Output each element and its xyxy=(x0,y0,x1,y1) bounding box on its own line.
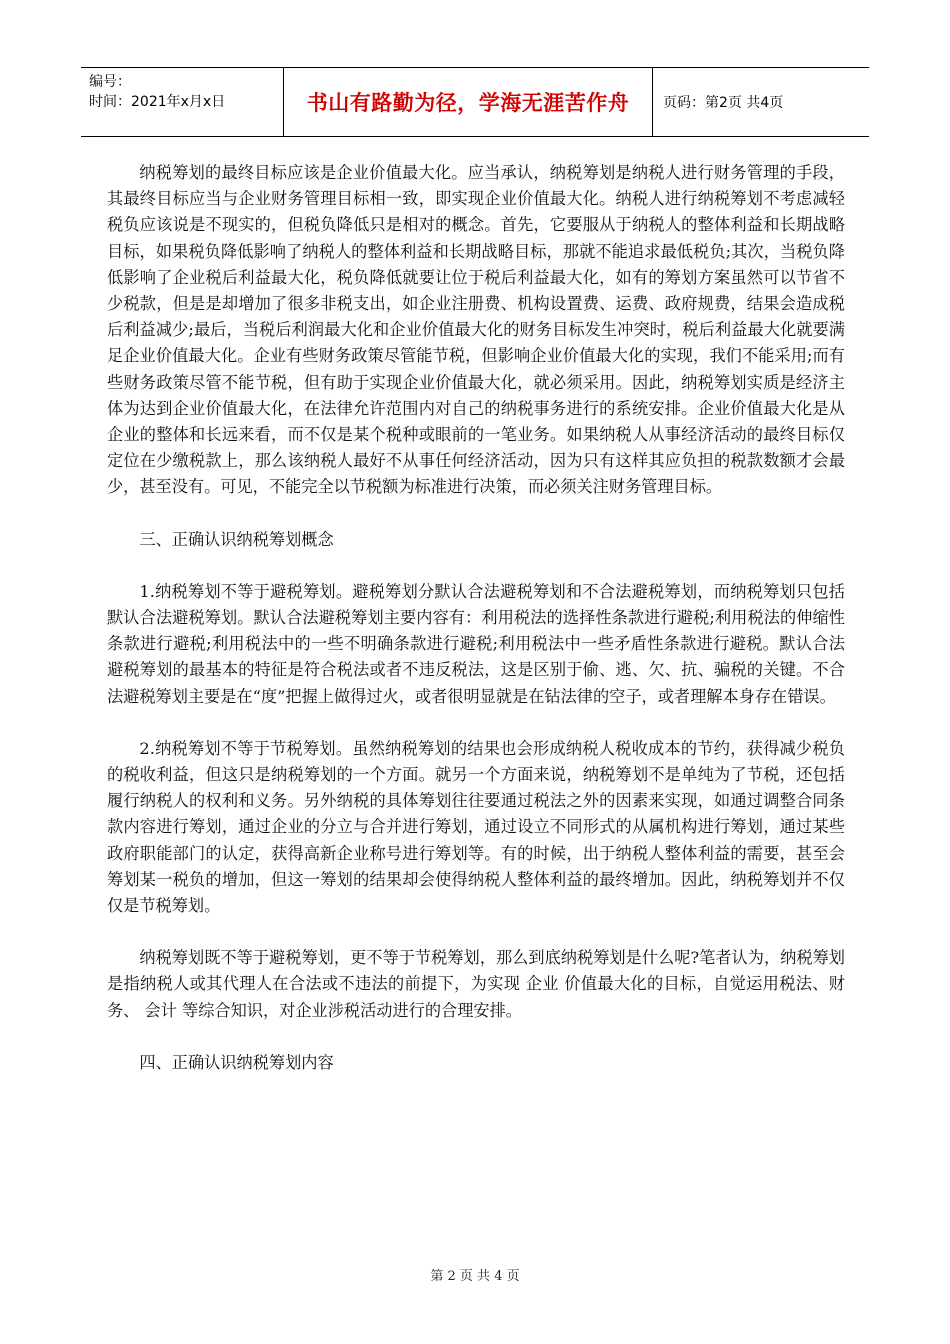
paragraph-enterprise-value: 纳税筹划的最终目标应该是企业价值最大化。应当承认，纳税筹划是纳税人进行财务管理的手段，其最终目标应当与企业财务管理目标相一致，即实现企业价值最大化。纳税人进行纳税筹划不考虑减轻税负应该说是不现实的，但税负降低只是相对的概念。首先，它要服从于纳税人的整体利益和长期战略目标，如果税负降低影响了纳税人的整体利益和长期战略目标，那就不能追求最低税负;其次，当税负降低影响了企业税后利益最大化，税负降低就要让位于税后利益最大化，如有的筹划方案虽然可以节省不少税款，但是是却增加了很多非税支出，如企业注册费、机构设置费、运费、政府规费，结果会造成税后利益减少;最后，当税后利润最大化和企业价值最大化的财务目标发生冲突时，税后利益最大化就要满足企业价值最大化。企业有些财务政策尽管能节税，但影响企业价值最大化的实现，我们不能采用;而有些财务政策尽管不能节税，但有助于实现企业价值最大化，就必须采用。因此，纳税筹划实质是经济主体为达到企业价值最大化，在法律允许范围内对自己的纳税事务进行的系统安排。企业价值最大化是从企业的整体和长远来看，而不仅是某个税种或眼前的一笔业务。如果纳税人从事经济活动的最终目标仅定位在少缴税款上，那么该纳税人最好不从事任何经济活动，因为只有这样其应负担的税款数额才会最少，甚至没有。可见，不能完全以节税额为标准进行决策，而必须关注财务管理目标。 xyxy=(107,163,845,497)
page-header xyxy=(81,67,869,137)
document-body xyxy=(107,160,845,1102)
section-heading-4: 四、正确认识纳税筹划内容 xyxy=(139,1052,334,1072)
document-time: 时间：2021年x月x日 xyxy=(89,94,226,110)
header-page-number: 页码：第2页 共4页 xyxy=(663,95,784,111)
paragraph-definition: 纳税筹划既不等于避税筹划，更不等于节税筹划，那么到底纳税筹划是什么呢?笔者认为，纳税筹划是指纳税人或其代理人在合法或不违法的前提下，为实现 企业 价值最大化的目标，自觉运用税法、财务、 会计 等综合知识，对企业涉税活动进行的合理安排。 xyxy=(107,948,845,1020)
header-motto: 书山有路勤为径，学海无涯苦作舟 xyxy=(283,68,653,136)
header-meta xyxy=(81,68,283,136)
section-heading-3: 三、正确认识纳税筹划概念 xyxy=(139,529,334,549)
paragraph-tax-avoidance: 1.纳税筹划不等于避税筹划。避税筹划分默认合法避税筹划和不合法避税筹划，而纳税筹划只包括默认合法避税筹划。默认合法避税筹划主要内容有：利用税法的选择性条款进行避税;利用税法的伸缩性条款进行避税;利用税法中的一些不明确条款进行避税;利用税法中一些矛盾性条款进行避税。默认合法避税筹划的最基本的特征是符合税法或者不违反税法，这是区别于偷、逃、欠、抗、骗税的关键。不合法避税筹划主要是在“度”把握上做得过火，或者很明显就是在钻法律的空子，或者理解本身存在错误。 xyxy=(107,581,845,706)
page-footer: 第 2 页 共 4 页 xyxy=(430,1269,520,1284)
document-number: 编号： xyxy=(89,74,131,90)
paragraph-tax-saving: 2.纳税筹划不等于节税筹划。虽然纳税筹划的结果也会形成纳税人税收成本的节约，获得减少税负的税收利益，但这只是纳税筹划的一个方面。就另一个方面来说，纳税筹划不是单纯为了节税，还包括履行纳税人的权利和义务。另外纳税的具体筹划往往要通过税法之外的因素来实现，如通过调整合同条款内容进行筹划，通过企业的分立与合并进行筹划，通过设立不同形式的从属机构进行筹划，通过某些政府职能部门的认定，获得高新企业称号进行筹划等。有的时候，出于纳税人整体利益的需要，甚至会筹划某一税负的增加，但这一筹划的结果却会使得纳税人整体利益的最终增加。因此，纳税筹划并不仅仅是节税筹划。 xyxy=(107,738,845,916)
